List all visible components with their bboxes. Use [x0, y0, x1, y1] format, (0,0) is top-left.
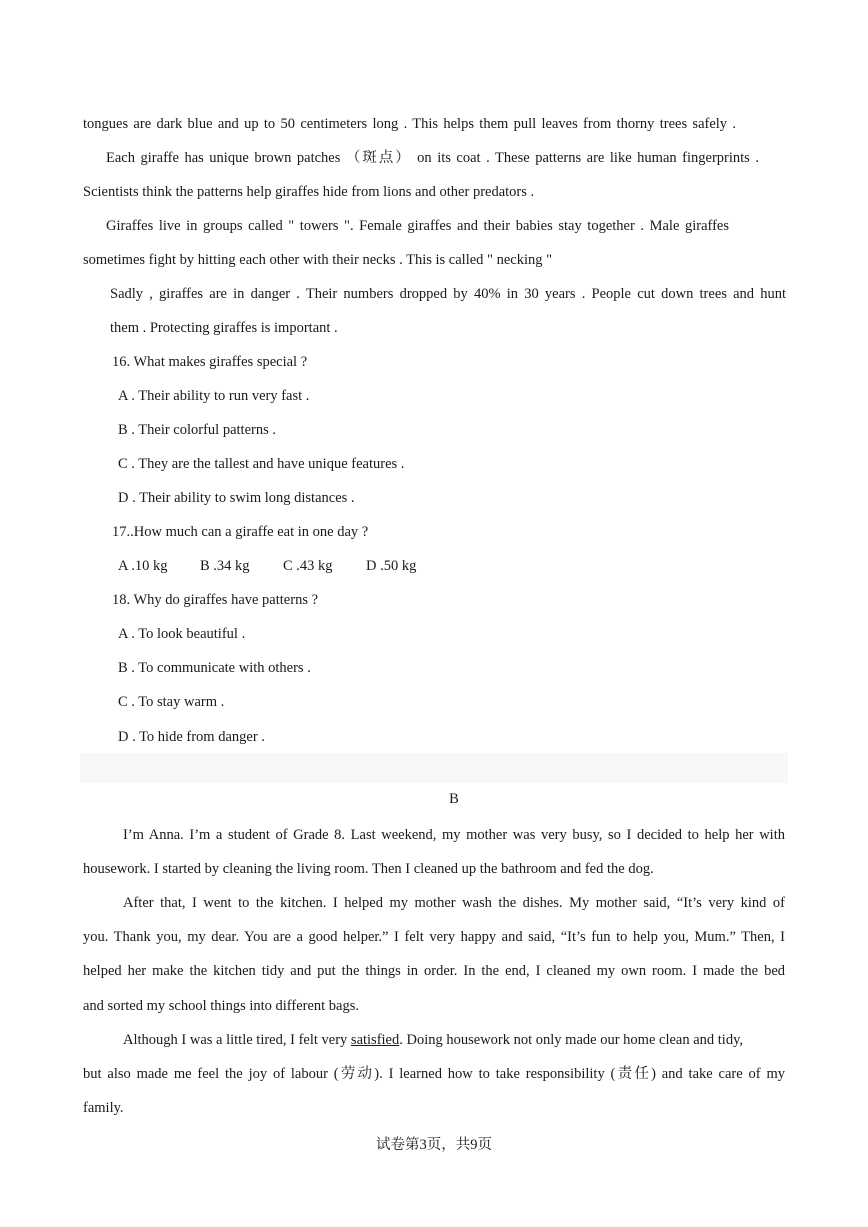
question-17-options: [118, 556, 416, 576]
passage-b-line-8: but also made me feel the joy of labour (劳动). I learned how to take responsibility (责任) and take care of my: [83, 1066, 785, 1082]
passage-a-line-7: them . Protecting giraffes is important .: [110, 320, 338, 336]
page-number-footer: 试卷第3页，共9页: [376, 1137, 492, 1153]
question-17-option-c: C .43 kg: [283, 558, 333, 574]
section-b-heading: B: [449, 791, 459, 807]
question-16-option-b: B . Their colorful patterns .: [118, 422, 276, 438]
question-16-option-d: D . Their ability to swim long distances .: [118, 490, 355, 506]
passage-b-line-3: After that, I went to the kitchen. I helped my mother wash the dishes. My mother said, “It’s very kind of: [123, 895, 785, 911]
passage-b-line-5: helped her make the kitchen tidy and put the things in order. In the end, I cleaned my own room. I made the bed: [83, 963, 785, 979]
passage-a-line-6: Sadly , giraffes are in danger . Their numbers dropped by 40% in 30 years . People cut down trees and hunt: [110, 286, 786, 302]
passage-a-line-2: Each giraffe has unique brown patches （斑点） on its coat . These patterns are like human fingerprints .: [106, 150, 759, 166]
passage-a-line-3: Scientists think the patterns help giraffes hide from lions and other predators .: [83, 184, 535, 200]
question-18-option-b: B . To communicate with others .: [118, 660, 311, 676]
question-18-stem: 18. Why do giraffes have patterns ?: [112, 592, 319, 608]
question-17-option-d: D .50 kg: [366, 558, 417, 574]
question-18-option-d: D . To hide from danger .: [118, 729, 265, 745]
question-18-option-a: A . To look beautiful .: [118, 626, 246, 642]
passage-b-line-7-part2: . Doing housework not only made our home clean and tidy,: [399, 1032, 744, 1048]
question-17-stem: 17..How much can a giraffe eat in one day ?: [112, 524, 369, 540]
question-17-option-b: B .34 kg: [200, 558, 250, 574]
passage-b-line-1: I’m Anna. I’m a student of Grade 8. Last weekend, my mother was very busy, so I decided to help her with: [123, 827, 785, 843]
passage-a-line-4: Giraffes live in groups called " towers ". Female giraffes and their babies stay together . Male giraffes: [106, 218, 729, 234]
passage-a-line-5: sometimes fight by hitting each other with their necks . This is called " necking ": [83, 252, 553, 268]
question-17-option-a: A .10 kg: [118, 558, 168, 574]
underlined-word-satisfied: satisfied: [350, 1032, 400, 1048]
question-18-option-c: C . To stay warm .: [118, 694, 225, 710]
passage-b-line-7: [123, 1030, 743, 1050]
passage-b-line-7-part1: Although I was a little tired, I felt very: [123, 1032, 351, 1048]
question-16-stem: 16. What makes giraffes special ?: [112, 354, 308, 370]
passage-b-line-9: family.: [83, 1100, 124, 1116]
section-divider-shade: [80, 753, 788, 783]
passage-b-line-4: you. Thank you, my dear. You are a good helper.” I felt very happy and said, “It’s fun to help you, Mum.” Then, I: [83, 929, 785, 945]
question-16-option-c: C . They are the tallest and have unique features .: [118, 456, 405, 472]
passage-b-line-6: and sorted my school things into different bags.: [83, 998, 359, 1014]
passage-b-line-2: housework. I started by cleaning the living room. Then I cleaned up the bathroom and fed the dog.: [83, 861, 654, 877]
question-16-option-a: A . Their ability to run very fast .: [118, 388, 310, 404]
passage-a-line-1: tongues are dark blue and up to 50 centimeters long . This helps them pull leaves from thorny trees safely .: [83, 116, 736, 132]
